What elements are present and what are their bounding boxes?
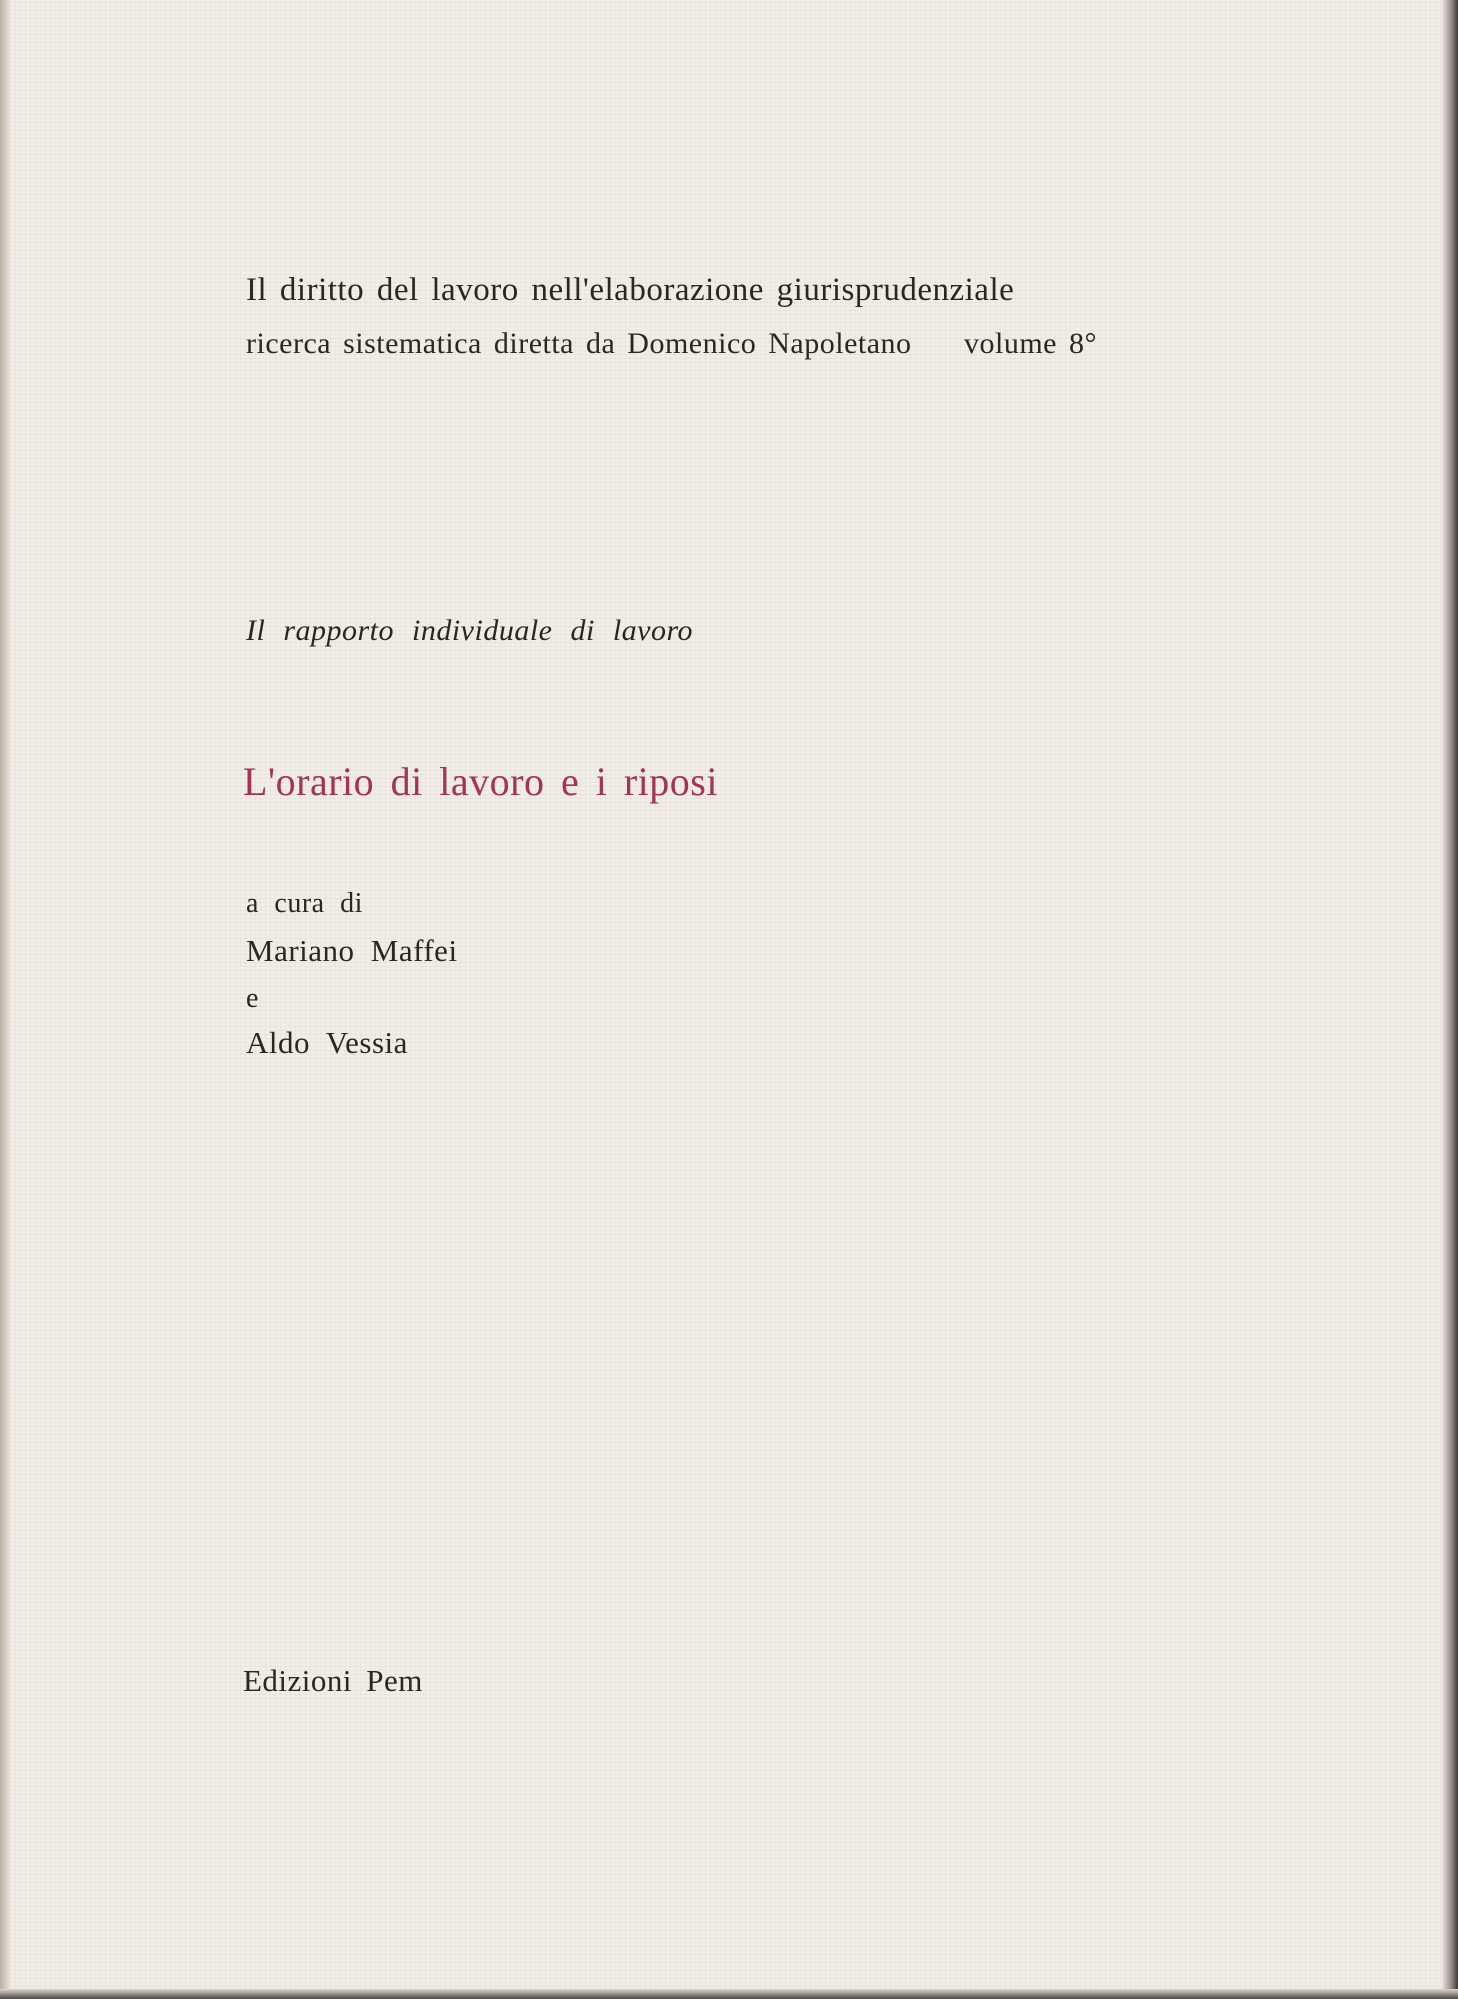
series-subtitle: ricerca sistematica diretta da Domenico Napoletano [246,327,912,360]
author-2: Aldo Vessia [246,1025,408,1060]
cover-bottom-edge [0,1989,1458,1999]
author-1: Mariano Maffei [246,933,458,968]
section-heading: Il rapporto individuale di lavoro [246,614,694,647]
series-title: Il diritto del lavoro nell'elaborazione giurisprudenziale [246,272,1015,308]
author-conjunction: e [246,983,259,1014]
cover-left-edge [0,0,10,1999]
cover-right-edge [1442,0,1458,1999]
editor-label: a cura di [246,888,363,919]
publisher: Edizioni Pem [243,1663,423,1698]
volume-number: volume 8° [964,327,1097,360]
book-title: L'orario di lavoro e i riposi [243,759,718,804]
series-subtitle-line [246,327,1096,361]
